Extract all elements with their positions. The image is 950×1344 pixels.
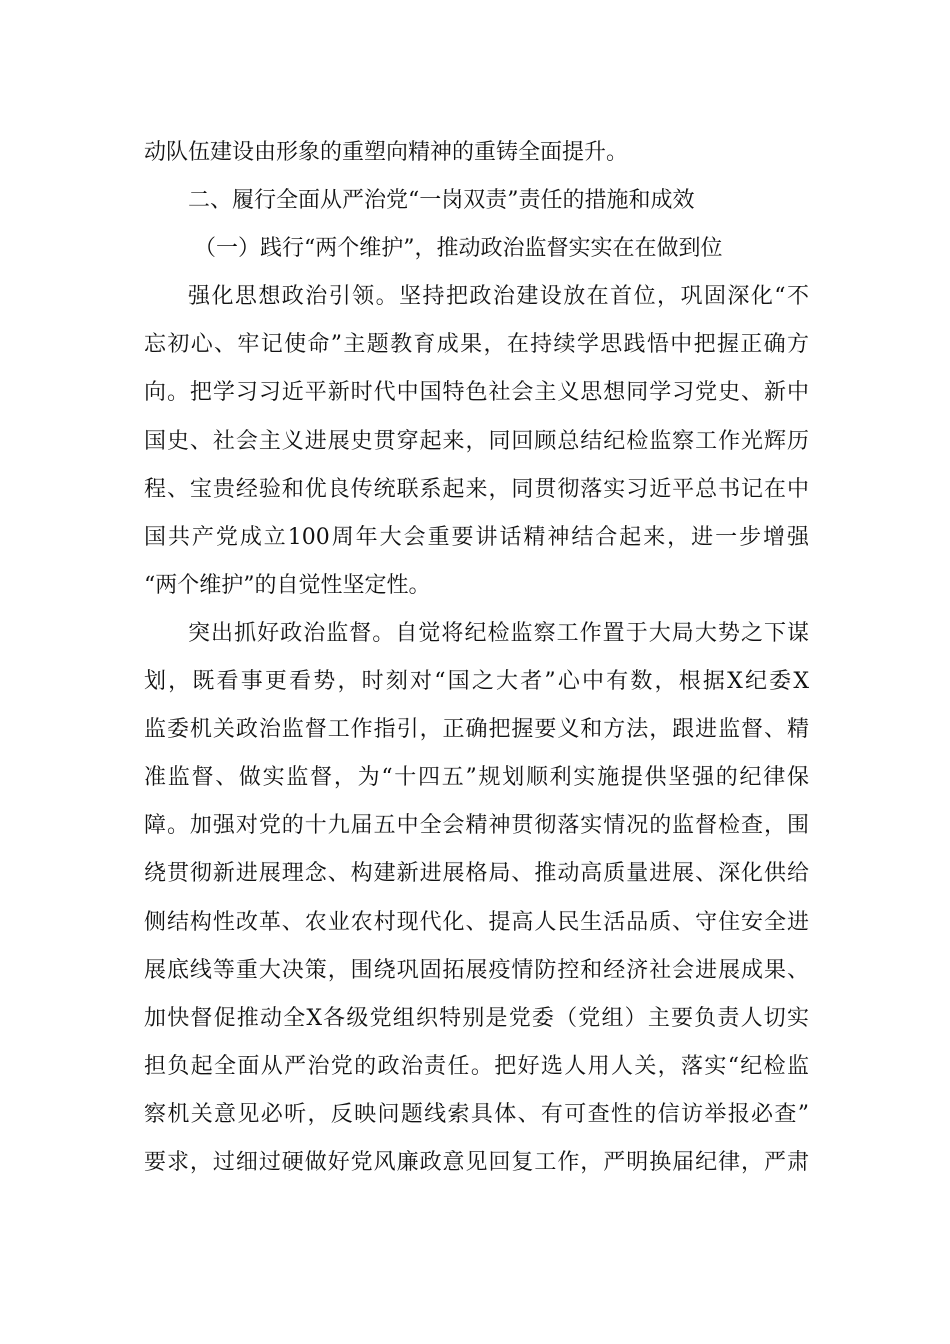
- section-heading: 二、履行全面从严治党“一岗双责”责任的措施和成效: [188, 188, 695, 214]
- paragraph-line: 察机关意见必听，反映问题线索具体、有可查性的信访举报必查”: [144, 1101, 809, 1127]
- paragraph-line: 要求，过细过硬做好党风廉政意见回复工作，严明换届纪律，严肃: [144, 1149, 809, 1175]
- paragraph-line: 展底线等重大决策，围绕巩固拓展疫情防控和经济社会进展成果、: [144, 957, 809, 983]
- paragraph-line: 忘初心、牢记使命”主题教育成果，在持续学思践悟中把握正确方: [144, 332, 809, 358]
- paragraph-line: 动队伍建设由形象的重塑向精神的重铸全面提升。: [144, 140, 629, 165]
- paragraph-line: 国共产党成立100周年大会重要讲话精神结合起来，进一步增强: [144, 524, 809, 550]
- paragraph-line: 向。把学习习近平新时代中国特色社会主义思想同学习党史、新中: [144, 380, 809, 406]
- paragraph-line: 绕贯彻新进展理念、构建新进展格局、推动高质量进展、深化供给: [144, 861, 809, 887]
- paragraph-line: 程、宝贵经验和优良传统联系起来，同贯彻落实习近平总书记在中: [144, 476, 809, 502]
- paragraph-line: 国史、社会主义进展史贯穿起来，同回顾总结纪检监察工作光辉历: [144, 428, 809, 454]
- paragraph-line: 划，既看事更看势，时刻对“国之大者”心中有数，根据X纪委X: [144, 669, 809, 695]
- paragraph-line: 强化思想政治引领。坚持把政治建设放在首位，巩固深化“不: [188, 284, 809, 310]
- subsection-heading: （一）践行“两个维护”，推动政治监督实实在在做到位: [194, 236, 723, 262]
- paragraph-line: 加快督促推动全X各级党组织特别是党委（党组）主要负责人切实: [144, 1005, 809, 1031]
- paragraph-line: “两个维护”的自觉性坚定性。: [144, 572, 431, 598]
- paragraph-line: 准监督、做实监督，为“十四五”规划顺利实施提供坚强的纪律保: [144, 765, 809, 791]
- document-body: [144, 129, 809, 1187]
- paragraph-line: 监委机关政治监督工作指引，正确把握要义和方法，跟进监督、精: [144, 717, 809, 743]
- paragraph-line: 突出抓好政治监督。自觉将纪检监察工作置于大局大势之下谋: [188, 620, 809, 646]
- paragraph-line: 障。加强对党的十九届五中全会精神贯彻落实情况的监督检查，围: [144, 813, 809, 839]
- paragraph-line: 担负起全面从严治党的政治责任。把好选人用人关，落实“纪检监: [144, 1053, 809, 1079]
- paragraph-line: 侧结构性改革、农业农村现代化、提高人民生活品质、守住安全进: [144, 909, 809, 935]
